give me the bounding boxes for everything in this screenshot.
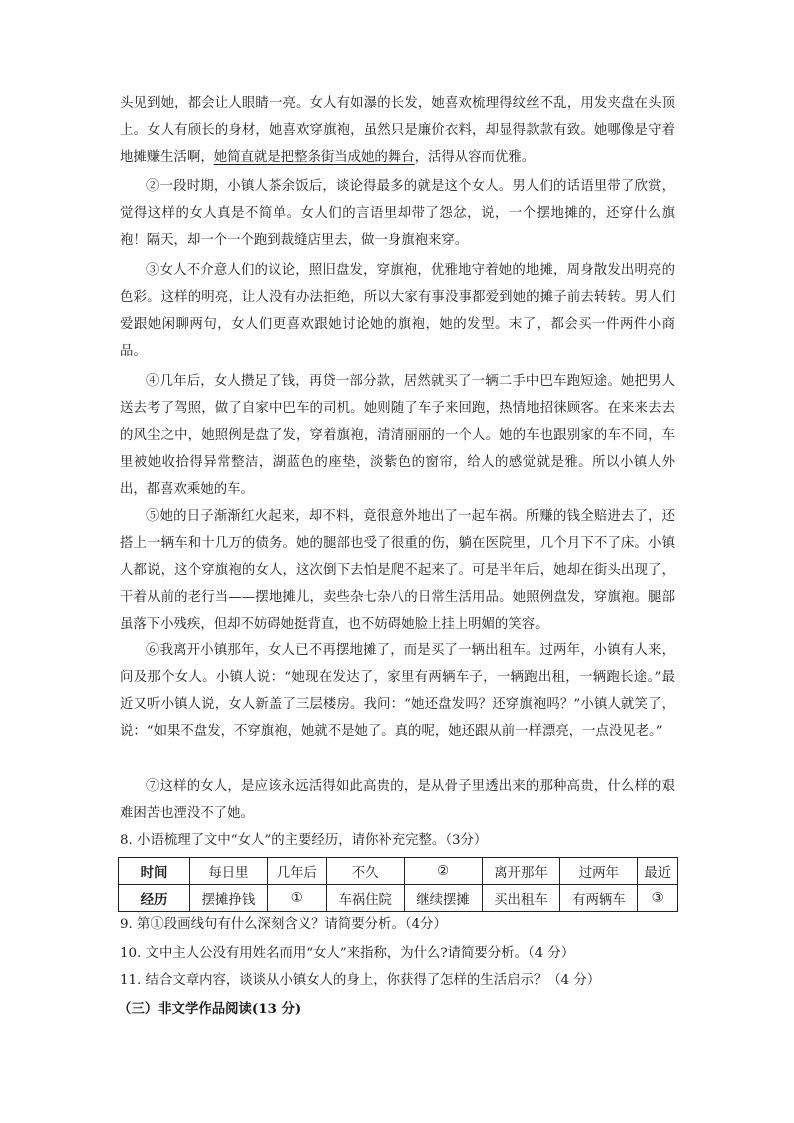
table-cell: 最近 — [638, 858, 678, 885]
paragraph-3: ③女人不介意人们的议论，照旧盘发，穿旗袍，优雅地守着她的地摊，周身散发出明亮的色彩。这样的明亮，让人没有办法拒绝，所以大家有事没事都爱到她的摊子前去转转。男人们爱跟她闲聊两句，女人们更喜欢跟她讨论她的旗袍，她的发型。末了，都会买一件两件小商品。 — [120, 263, 675, 359]
paragraph-7: ⑦这样的女人，是应该永远活得如此高贵的，是从骨子里透出来的那种高贵，什么样的艰难困苦也湮没不了她。 — [120, 779, 675, 821]
table-cell: 继续摆摊 — [404, 885, 482, 912]
paragraph-4: ④几年后，女人攒足了钱，再贷一部分款，居然就买了一辆二手中巴车跑短途。她把男人送去考了驾照，做了自家中巴车的司机。她则随了车子来回跑，热情地招徕顾客。在来来去去的风尘之中，她照例是盘了发，穿着旗袍，清清丽丽的一个人。她的车也跟别家的车不同，车里被她收拾得异常整洁，湖蓝色的座垫，淡紫色的窗帘，给人的感觉就是雅。所以小镇人外出，都喜欢乘她的车。 — [120, 374, 675, 497]
question-10: 10. 文中主人公没有用姓名而用“女人”来指称，为什么?请简要分析。（4 分） — [120, 946, 575, 961]
table-header-experience: 经历 — [119, 885, 190, 912]
table-cell: ③ — [638, 885, 678, 912]
question-11: 11. 结合文章内容，谈谈从小镇女人的身上，你获得了怎样的生活启示？（4 分） — [120, 973, 601, 988]
paragraph-6: ⑥我离开小镇那年，女人已不再摆地摊了，而是买了一辆出租车。过两年，小镇有人来，问及那个女人。小镇人说：“她现在发达了，家里有两辆车子，一辆跑出租，一辆跑长途。”最近又听小镇人说，女人新盖了三层楼房。我问：“她还盘发吗？还穿旗袍吗？”小镇人就笑了，说：“如果不盘发，不穿旗袍，她就不是她了。真的呢，她还跟从前一样漂亮，一点没见老。” — [120, 643, 675, 739]
table-cell: 几年后 — [267, 858, 326, 885]
table-cell: 车祸住院 — [326, 885, 404, 912]
question-9: 9. 第①段画线句有什么深刻含义？请简要分析。（4分） — [120, 917, 447, 932]
table-cell: ① — [267, 885, 326, 912]
table-cell: ② — [404, 858, 482, 885]
table-row-experience — [119, 885, 678, 912]
paragraph-1-end: ，活得从容而优雅。 — [414, 150, 536, 165]
table-cell: 离开那年 — [482, 858, 560, 885]
table-cell: 买出租车 — [482, 885, 560, 912]
underlined-sentence: 她简直就是把整条街当成她的舞台 — [213, 150, 415, 165]
question-8: 8. 小语梳理了文中“女人”的主要经历，请你补充完整。（3分） — [120, 833, 488, 848]
paragraph-5: ⑤她的日子渐渐红火起来，却不料，竟很意外地出了一起车祸。所赚的钱全赔进去了，还搭上一辆车和十几万的债务。她的腿部也受了很重的伤，躺在医院里，几个月下不了床。小镇人都说，这个穿旗袍的女人，这次倒下去怕是爬不起来了。可是半年后，她却在街头出现了，干着从前的老行当——摆地摊儿，卖些杂七杂八的日常生活用品。她照例盘发，穿旗袍。腿部虽落下小残疾，但却不妨碍她挺背直，也不妨碍她脸上挂上明媚的笑容。 — [120, 509, 675, 632]
experience-table — [118, 857, 678, 912]
paragraph-1-continued — [120, 90, 675, 171]
section-heading: （三）非文学作品阅读(13 分) — [118, 1001, 302, 1017]
table-cell: 每日里 — [190, 858, 268, 885]
table-cell: 摆摊挣钱 — [190, 885, 268, 912]
table-cell: 过两年 — [560, 858, 638, 885]
table-row-time — [119, 858, 678, 885]
table-header-time: 时间 — [119, 858, 190, 885]
paragraph-2: ②一段时期，小镇人茶余饭后，谈论得最多的就是这个女人。男人们的话语里带了欣赏，觉得这样的女人真是不简单。女人们的言语里却带了怨忿，说，一个摆地摊的，还穿什么旗袍！隔天，却一个一个跑到裁缝店里去，做一身旗袍来穿。 — [120, 179, 675, 248]
table-cell: 不久 — [326, 858, 404, 885]
table-cell: 有两辆车 — [560, 885, 638, 912]
paragraph-1-text: 头见到她，都会让人眼睛一亮。女人有如瀑的长发，她喜欢梳理得纹丝不乱，用发夹盘在头顶上。女人有颀长的身材，她喜欢穿旗袍，虽然只是廉价衣料，却显得款款有致。她哪像是守着地摊赚生活啊， — [120, 96, 675, 165]
